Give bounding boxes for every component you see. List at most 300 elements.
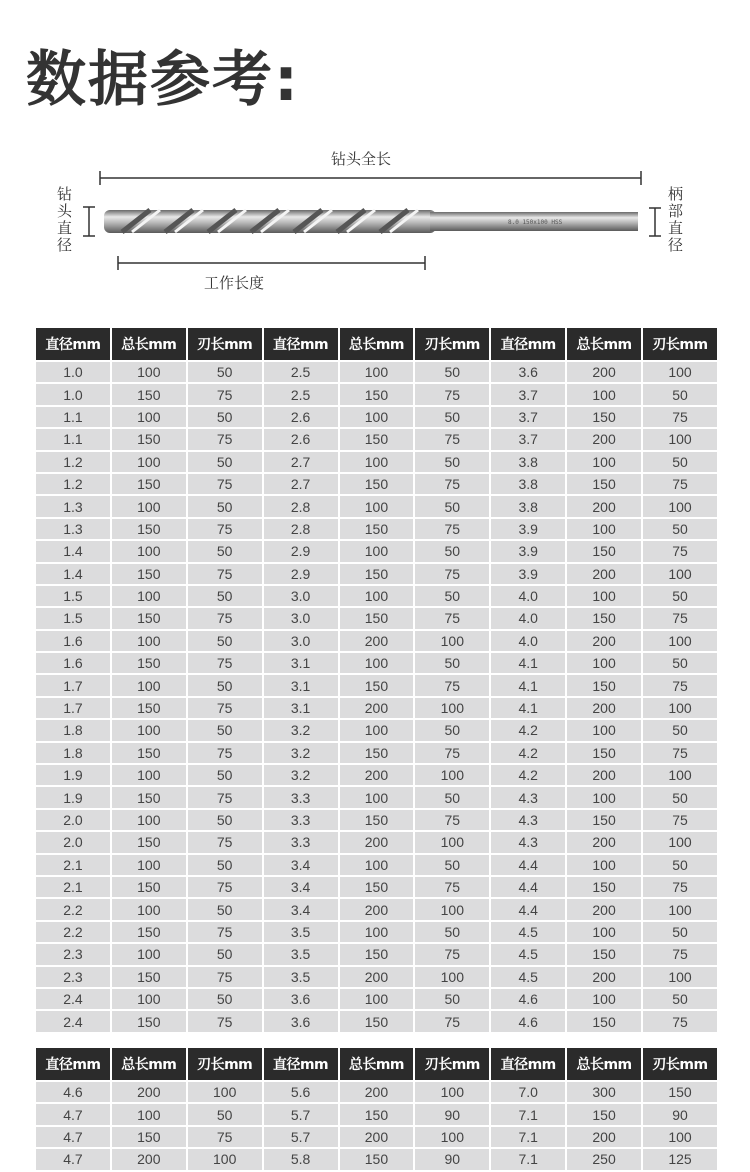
table-cell: 4.1: [491, 698, 565, 718]
table-cell: 100: [643, 698, 717, 718]
table-cell: 200: [567, 832, 641, 852]
table-cell: 75: [415, 810, 489, 830]
table-cell: 75: [415, 564, 489, 584]
table-cell: 2.4: [36, 1011, 110, 1031]
table-cell: 4.6: [36, 1082, 110, 1102]
table-cell: 3.9: [491, 519, 565, 539]
drill-diameter-label: 钻头直径: [57, 185, 73, 254]
table-cell: 50: [188, 765, 262, 785]
table-row: [36, 765, 717, 785]
table-cell: 4.0: [491, 586, 565, 606]
table-cell: 150: [112, 519, 186, 539]
table-cell: 4.0: [491, 631, 565, 651]
table-cell: 2.3: [36, 944, 110, 964]
table-cell: 100: [340, 720, 414, 740]
table-cell: 150: [112, 429, 186, 449]
table-row: [36, 787, 717, 807]
table-cell: 4.0: [491, 608, 565, 628]
table-cell: 1.3: [36, 496, 110, 516]
table-cell: 100: [112, 586, 186, 606]
table-cell: 1.2: [36, 474, 110, 494]
table-cell: 75: [643, 608, 717, 628]
table-cell: 100: [112, 675, 186, 695]
table-cell: 4.2: [491, 743, 565, 763]
table-cell: 100: [188, 1149, 262, 1169]
shank-diameter-label: 柄部直径: [668, 185, 684, 254]
table-cell: 100: [340, 653, 414, 673]
table-row: [36, 743, 717, 763]
table-row: [36, 899, 717, 919]
table-cell: 100: [340, 922, 414, 942]
table-cell: 50: [188, 989, 262, 1009]
table-cell: 50: [188, 452, 262, 472]
table-cell: 75: [188, 384, 262, 404]
table-cell: 100: [340, 855, 414, 875]
table-cell: 3.2: [264, 765, 338, 785]
table-row: [36, 720, 717, 740]
table-cell: 150: [567, 474, 641, 494]
table-cell: 90: [415, 1149, 489, 1169]
table-cell: 75: [643, 944, 717, 964]
table-cell: 150: [112, 877, 186, 897]
table-cell: 75: [188, 608, 262, 628]
table-cell: 200: [112, 1082, 186, 1102]
table-cell: 50: [415, 496, 489, 516]
table-row: [36, 653, 717, 673]
table-cell: 150: [112, 474, 186, 494]
table-cell: 150: [643, 1082, 717, 1102]
shank-marking: 8.0 150x100 HSS: [508, 219, 563, 226]
table-cell: 2.4: [36, 989, 110, 1009]
table-cell: 5.7: [264, 1104, 338, 1124]
table-cell: 150: [340, 429, 414, 449]
table-cell: 75: [188, 1011, 262, 1031]
table-cell: 150: [567, 877, 641, 897]
table-cell: 200: [340, 1082, 414, 1102]
table-cell: 50: [643, 787, 717, 807]
table-cell: 3.9: [491, 541, 565, 561]
column-header: 总长mm: [112, 328, 186, 360]
table-cell: 200: [567, 698, 641, 718]
table-cell: 4.4: [491, 877, 565, 897]
header-row: [36, 328, 717, 360]
table-cell: 100: [643, 564, 717, 584]
table-cell: 250: [567, 1149, 641, 1169]
table-cell: 1.1: [36, 407, 110, 427]
table-cell: 4.5: [491, 922, 565, 942]
table-cell: 4.7: [36, 1127, 110, 1147]
table-cell: 200: [567, 1127, 641, 1147]
table-cell: 1.8: [36, 743, 110, 763]
table-cell: 150: [340, 564, 414, 584]
column-header: 总长mm: [567, 328, 641, 360]
table-cell: 2.9: [264, 541, 338, 561]
table-row: [36, 1104, 717, 1124]
table-cell: 2.7: [264, 452, 338, 472]
table-row: [36, 1082, 717, 1102]
table-cell: 5.6: [264, 1082, 338, 1102]
table-cell: 100: [567, 922, 641, 942]
table-cell: 100: [643, 832, 717, 852]
table-cell: 3.3: [264, 832, 338, 852]
table-row: [36, 541, 717, 561]
table-cell: 200: [567, 429, 641, 449]
table-cell: 100: [112, 407, 186, 427]
table-cell: 150: [112, 832, 186, 852]
table-cell: 100: [112, 362, 186, 382]
table-cell: 150: [567, 810, 641, 830]
table-cell: 100: [643, 899, 717, 919]
table-row: [36, 922, 717, 942]
table-cell: 3.5: [264, 967, 338, 987]
table-cell: 75: [415, 429, 489, 449]
table-cell: 100: [643, 631, 717, 651]
table-cell: 100: [340, 586, 414, 606]
table-cell: 4.2: [491, 765, 565, 785]
table-cell: 100: [643, 967, 717, 987]
table-cell: 3.5: [264, 944, 338, 964]
table-cell: 2.2: [36, 922, 110, 942]
table-row: [36, 407, 717, 427]
table-cell: 4.6: [491, 989, 565, 1009]
table-cell: 100: [415, 899, 489, 919]
table-cell: 75: [188, 653, 262, 673]
table-cell: 50: [415, 989, 489, 1009]
table-cell: 75: [643, 474, 717, 494]
table-cell: 4.2: [491, 720, 565, 740]
table-row: [36, 631, 717, 651]
table-cell: 1.4: [36, 541, 110, 561]
table-cell: 150: [340, 519, 414, 539]
table-cell: 4.1: [491, 653, 565, 673]
table-cell: 100: [415, 698, 489, 718]
table-cell: 150: [340, 608, 414, 628]
table-cell: 100: [643, 1127, 717, 1147]
column-header: 总长mm: [567, 1048, 641, 1080]
table-cell: 7.1: [491, 1149, 565, 1169]
table-cell: 150: [340, 474, 414, 494]
column-header: 刃长mm: [188, 1048, 262, 1080]
table-cell: 100: [643, 429, 717, 449]
table-row: [36, 675, 717, 695]
drill-diagram: [0, 140, 750, 300]
table-cell: 5.8: [264, 1149, 338, 1169]
table-cell: 150: [112, 1011, 186, 1031]
table-cell: 4.1: [491, 675, 565, 695]
table-cell: 2.8: [264, 496, 338, 516]
table-row: [36, 1149, 717, 1169]
table-cell: 200: [340, 967, 414, 987]
column-header: 直径mm: [264, 1048, 338, 1080]
table-cell: 150: [340, 877, 414, 897]
table-row: [36, 474, 717, 494]
table-cell: 2.0: [36, 832, 110, 852]
table-cell: 50: [188, 899, 262, 919]
table-cell: 50: [188, 631, 262, 651]
table-cell: 50: [188, 407, 262, 427]
table-cell: 150: [340, 675, 414, 695]
header-row: [36, 1048, 717, 1080]
table-cell: 3.4: [264, 855, 338, 875]
table-cell: 4.5: [491, 967, 565, 987]
working-length-label: 工作长度: [204, 274, 265, 292]
table-cell: 50: [188, 675, 262, 695]
table-cell: 3.3: [264, 810, 338, 830]
table-cell: 150: [340, 1149, 414, 1169]
table-cell: 50: [415, 653, 489, 673]
table-cell: 75: [188, 967, 262, 987]
working-length-dimension: [118, 256, 425, 270]
table-cell: 1.9: [36, 787, 110, 807]
table-cell: 75: [188, 922, 262, 942]
table-cell: 3.1: [264, 653, 338, 673]
table-cell: 75: [415, 675, 489, 695]
table-cell: 150: [112, 787, 186, 807]
table-cell: 150: [567, 541, 641, 561]
table-cell: 300: [567, 1082, 641, 1102]
table-cell: 50: [643, 586, 717, 606]
page-title: 数据参考:: [26, 45, 300, 115]
table-cell: 150: [340, 1104, 414, 1124]
table-cell: 100: [112, 855, 186, 875]
column-header: 直径mm: [36, 1048, 110, 1080]
table-cell: 150: [567, 675, 641, 695]
column-header: 直径mm: [491, 328, 565, 360]
table-cell: 150: [112, 922, 186, 942]
table-cell: 3.8: [491, 474, 565, 494]
table-cell: 75: [188, 698, 262, 718]
table-row: [36, 855, 717, 875]
table-cell: 50: [188, 362, 262, 382]
table-cell: 100: [567, 989, 641, 1009]
table-cell: 1.5: [36, 608, 110, 628]
table-cell: 4.5: [491, 944, 565, 964]
table-cell: 75: [643, 743, 717, 763]
table-cell: 3.1: [264, 675, 338, 695]
table-cell: 50: [643, 922, 717, 942]
column-header: 总长mm: [340, 1048, 414, 1080]
table-cell: 75: [415, 743, 489, 763]
table-cell: 75: [188, 564, 262, 584]
table-cell: 4.3: [491, 810, 565, 830]
table-row: [36, 362, 717, 382]
table-cell: 100: [643, 765, 717, 785]
table-cell: 200: [567, 765, 641, 785]
table-cell: 100: [112, 720, 186, 740]
table-cell: 3.3: [264, 787, 338, 807]
table-cell: 75: [643, 541, 717, 561]
table-cell: 1.6: [36, 631, 110, 651]
table-cell: 3.4: [264, 899, 338, 919]
table-cell: 1.9: [36, 765, 110, 785]
table-cell: 100: [340, 407, 414, 427]
table-cell: 100: [415, 1127, 489, 1147]
table-cell: 3.2: [264, 720, 338, 740]
table-cell: 200: [340, 832, 414, 852]
table-cell: 75: [188, 743, 262, 763]
table-cell: 3.1: [264, 698, 338, 718]
table-cell: 4.3: [491, 787, 565, 807]
table-row: [36, 989, 717, 1009]
table-cell: 150: [112, 967, 186, 987]
table-cell: 50: [188, 810, 262, 830]
table-cell: 200: [567, 967, 641, 987]
table-cell: 200: [567, 899, 641, 919]
table-cell: 100: [415, 1082, 489, 1102]
table-cell: 50: [643, 519, 717, 539]
table-cell: 200: [567, 496, 641, 516]
table-cell: 90: [643, 1104, 717, 1124]
table-cell: 100: [112, 810, 186, 830]
table-cell: 2.5: [264, 362, 338, 382]
table-cell: 2.1: [36, 855, 110, 875]
table-cell: 50: [188, 496, 262, 516]
table-cell: 75: [643, 877, 717, 897]
table-cell: 75: [643, 407, 717, 427]
table-cell: 50: [415, 720, 489, 740]
table-cell: 1.5: [36, 586, 110, 606]
table-cell: 50: [643, 855, 717, 875]
table-cell: 100: [188, 1082, 262, 1102]
table-cell: 200: [112, 1149, 186, 1169]
table-cell: 1.7: [36, 675, 110, 695]
table-cell: 100: [112, 944, 186, 964]
table-cell: 50: [188, 586, 262, 606]
table-cell: 200: [340, 899, 414, 919]
table-cell: 100: [340, 787, 414, 807]
table-cell: 200: [340, 765, 414, 785]
table-cell: 3.5: [264, 922, 338, 942]
table-cell: 75: [415, 1011, 489, 1031]
table-cell: 50: [188, 720, 262, 740]
column-header: 总长mm: [112, 1048, 186, 1080]
table-cell: 100: [567, 586, 641, 606]
table-cell: 100: [415, 765, 489, 785]
table-cell: 100: [340, 541, 414, 561]
table-cell: 100: [643, 362, 717, 382]
table-cell: 1.6: [36, 653, 110, 673]
table-cell: 50: [643, 720, 717, 740]
table-cell: 1.2: [36, 452, 110, 472]
table-cell: 75: [643, 1011, 717, 1031]
table-row: [36, 429, 717, 449]
table-row: [36, 698, 717, 718]
table-cell: 50: [415, 586, 489, 606]
table-cell: 75: [188, 474, 262, 494]
spec-table-2: [34, 1046, 719, 1172]
table-cell: 2.3: [36, 967, 110, 987]
table-cell: 50: [415, 407, 489, 427]
table-row: [36, 452, 717, 472]
table-cell: 75: [415, 608, 489, 628]
table-cell: 100: [112, 899, 186, 919]
table-cell: 1.4: [36, 564, 110, 584]
table-cell: 150: [340, 743, 414, 763]
table-cell: 100: [567, 519, 641, 539]
table-cell: 2.7: [264, 474, 338, 494]
total-length-dimension: [100, 171, 641, 185]
table-cell: 5.7: [264, 1127, 338, 1147]
table-cell: 200: [340, 1127, 414, 1147]
table-cell: 2.6: [264, 429, 338, 449]
table-cell: 2.8: [264, 519, 338, 539]
table-cell: 4.3: [491, 832, 565, 852]
column-header: 刃长mm: [415, 328, 489, 360]
table-cell: 125: [643, 1149, 717, 1169]
table-cell: 100: [567, 787, 641, 807]
table-cell: 3.0: [264, 608, 338, 628]
table-cell: 200: [340, 698, 414, 718]
table-cell: 4.4: [491, 899, 565, 919]
table-cell: 75: [188, 1127, 262, 1147]
table-row: [36, 944, 717, 964]
column-header: 直径mm: [491, 1048, 565, 1080]
table-cell: 50: [415, 787, 489, 807]
table-cell: 100: [112, 1104, 186, 1124]
table-cell: 7.1: [491, 1104, 565, 1124]
table-cell: 4.7: [36, 1104, 110, 1124]
table-cell: 50: [415, 362, 489, 382]
table-cell: 50: [415, 855, 489, 875]
table-cell: 200: [567, 564, 641, 584]
table-cell: 2.5: [264, 384, 338, 404]
table-cell: 150: [567, 608, 641, 628]
table-row: [36, 832, 717, 852]
table-cell: 50: [643, 653, 717, 673]
table-cell: 4.4: [491, 855, 565, 875]
table-cell: 150: [112, 564, 186, 584]
table-cell: 150: [340, 944, 414, 964]
total-length-label: 钻头全长: [331, 150, 392, 168]
table-cell: 2.9: [264, 564, 338, 584]
table-row: [36, 877, 717, 897]
table-cell: 100: [112, 631, 186, 651]
table-cell: 100: [567, 384, 641, 404]
table-cell: 75: [643, 810, 717, 830]
table-cell: 75: [188, 877, 262, 897]
column-header: 总长mm: [340, 328, 414, 360]
table-cell: 75: [188, 787, 262, 807]
table-cell: 100: [112, 541, 186, 561]
table-cell: 50: [643, 989, 717, 1009]
table-cell: 150: [112, 384, 186, 404]
table-cell: 100: [415, 967, 489, 987]
table-cell: 3.8: [491, 452, 565, 472]
column-header: 刃长mm: [643, 1048, 717, 1080]
table-row: [36, 519, 717, 539]
table-row: [36, 810, 717, 830]
table-cell: 200: [567, 631, 641, 651]
table-cell: 4.7: [36, 1149, 110, 1169]
table-cell: 75: [188, 429, 262, 449]
table-cell: 3.7: [491, 384, 565, 404]
table-cell: 100: [112, 496, 186, 516]
table-cell: 7.0: [491, 1082, 565, 1102]
table-cell: 200: [340, 631, 414, 651]
table-cell: 1.3: [36, 519, 110, 539]
table-cell: 150: [340, 810, 414, 830]
table-cell: 150: [340, 384, 414, 404]
table-cell: 100: [340, 362, 414, 382]
table-row: [36, 608, 717, 628]
table-cell: 2.2: [36, 899, 110, 919]
table-cell: 100: [643, 496, 717, 516]
table-cell: 75: [415, 474, 489, 494]
table-cell: 3.6: [264, 989, 338, 1009]
table-cell: 3.8: [491, 496, 565, 516]
table-cell: 1.8: [36, 720, 110, 740]
table-cell: 90: [415, 1104, 489, 1124]
